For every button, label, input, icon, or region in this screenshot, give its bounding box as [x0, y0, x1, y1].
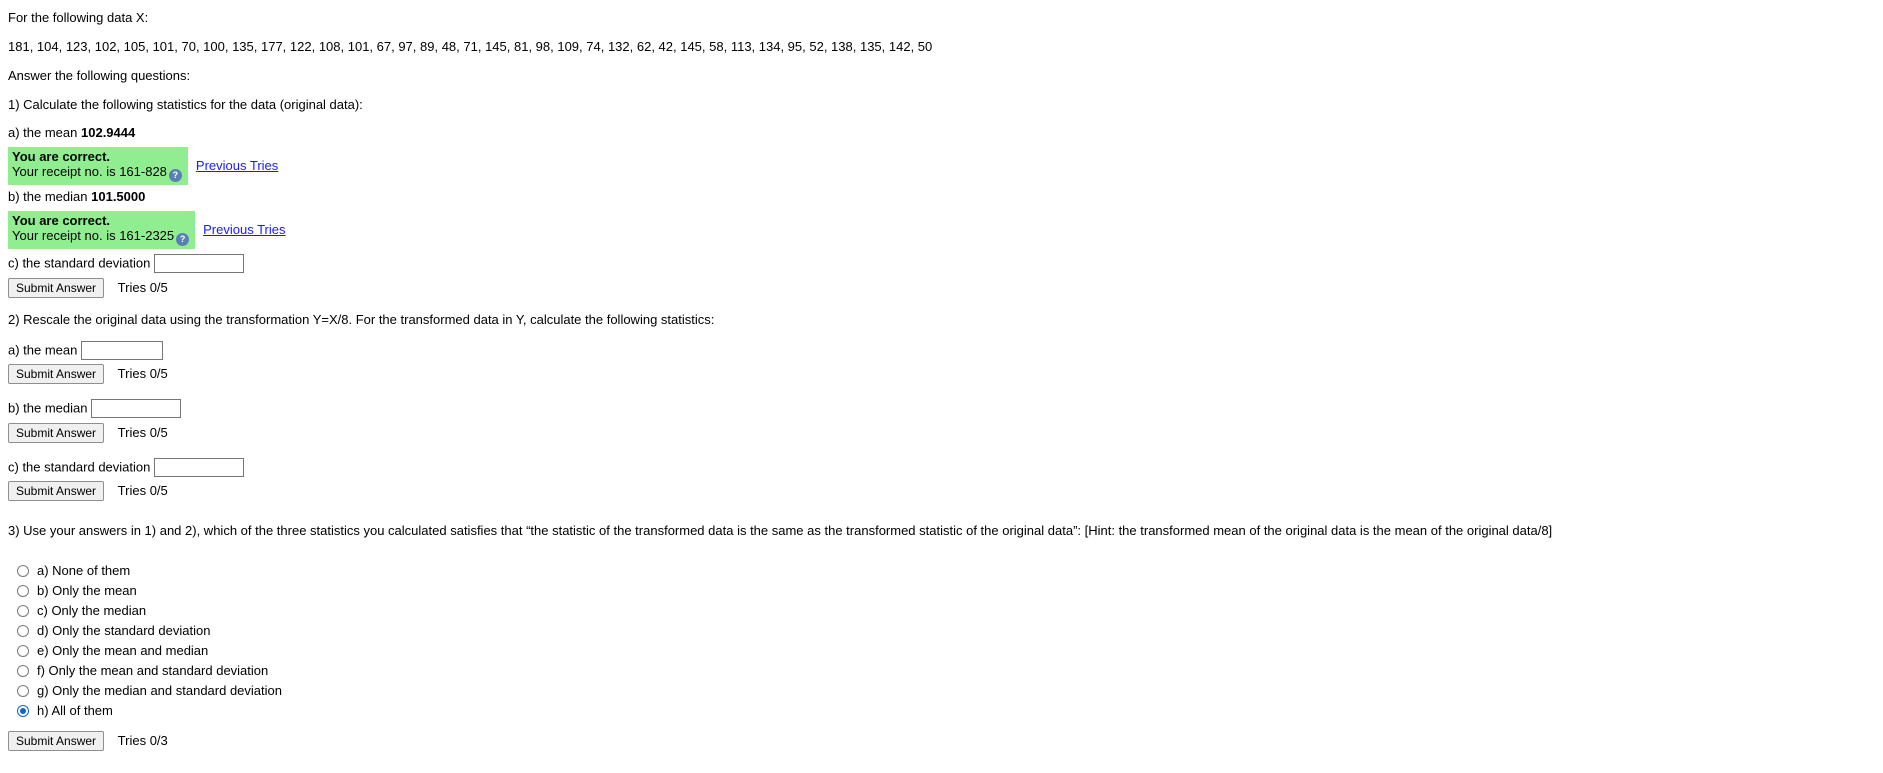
q2c-submit-row — [8, 481, 1875, 501]
question-2c-row — [8, 457, 1875, 478]
q1c-submit-row — [8, 278, 1875, 298]
option-label-d: d) Only the standard deviation — [37, 623, 211, 639]
tries-counter-2c: Tries 0/5 — [117, 483, 168, 499]
radio-option-e[interactable] — [17, 645, 29, 657]
tries-counter-2a: Tries 0/5 — [117, 366, 168, 382]
radio-option-h[interactable] — [17, 705, 29, 717]
option-label-c: c) Only the median — [37, 603, 147, 619]
option-row-b[interactable] — [8, 583, 1875, 599]
submit-answer-button-3[interactable]: Submit Answer — [8, 731, 104, 751]
submit-answer-button-2b[interactable]: Submit Answer — [8, 423, 104, 443]
mean-input-transformed[interactable] — [81, 341, 163, 360]
radio-option-a[interactable] — [17, 565, 29, 577]
option-row-g[interactable] — [8, 683, 1875, 699]
standard-deviation-input-transformed[interactable] — [154, 458, 244, 477]
standard-deviation-input-original[interactable] — [154, 254, 244, 273]
q1a-value: 102.9444 — [81, 125, 136, 140]
answer-prompt: Answer the following questions: — [8, 68, 191, 83]
tries-counter-3: Tries 0/3 — [117, 733, 168, 749]
question-2a-row — [8, 340, 1875, 361]
question-2b-row — [8, 398, 1875, 419]
option-label-b: b) Only the mean — [37, 583, 137, 599]
q2b-text: b) the median — [8, 400, 88, 416]
submit-answer-button-2a[interactable]: Submit Answer — [8, 364, 104, 384]
question-1-text: 1) Calculate the following statistics for the data (original data): — [8, 97, 363, 112]
previous-tries-link-1b[interactable]: Previous Tries — [203, 222, 286, 237]
submit-answer-button-1c[interactable]: Submit Answer — [8, 278, 104, 298]
correct-feedback-box — [8, 147, 188, 185]
q2b-submit-row — [8, 423, 1875, 443]
option-row-c[interactable] — [8, 603, 1875, 619]
tries-counter-2b: Tries 0/5 — [117, 424, 168, 440]
q1b-text: b) the median — [8, 189, 88, 204]
radio-option-c[interactable] — [17, 605, 29, 617]
question-1b-label — [8, 189, 1875, 205]
q1a-feedback-row — [8, 147, 1875, 185]
q1b-feedback-row — [8, 211, 1875, 249]
option-row-e[interactable] — [8, 643, 1875, 659]
option-label-g: g) Only the median and standard deviation — [37, 683, 282, 699]
q1a-text: a) the mean — [8, 125, 78, 140]
question-mark-icon[interactable]: ? — [169, 169, 182, 182]
option-row-d[interactable] — [8, 623, 1875, 639]
option-label-a: a) None of them — [37, 563, 131, 579]
q3-submit-row — [8, 731, 1875, 751]
receipt-line — [12, 228, 189, 246]
question-mark-icon[interactable]: ? — [176, 233, 189, 246]
q1b-value: 101.5000 — [91, 189, 146, 204]
correct-title: You are correct. — [12, 149, 111, 164]
question-2-text: 2) Rescale the original data using the transformation Y=X/8. For the transformed data in Y, calculate the following statistics: — [8, 311, 715, 327]
option-label-e: e) Only the mean and median — [37, 643, 209, 659]
q2a-text: a) the mean — [8, 342, 78, 358]
question-3-text: 3) Use your answers in 1) and 2), which of the three statistics you calculated satisfies that “the statistic of the transformed data is the same as the transformed statistic of the original data”: [Hint: the transformed mean of the original data is the mean of the original data/8] — [8, 523, 1553, 539]
option-label-f: f) Only the mean and standard deviation — [37, 663, 269, 679]
radio-option-g[interactable] — [17, 685, 29, 697]
receipt-text: Your receipt no. is 161-2325 — [12, 228, 175, 243]
option-row-h[interactable] — [8, 703, 1875, 719]
question-1c-row — [8, 253, 1875, 274]
intro-prompt: For the following data X: — [8, 10, 149, 25]
question-3-options — [8, 563, 1875, 719]
tries-counter-1c: Tries 0/5 — [117, 279, 168, 295]
data-values: 181, 104, 123, 102, 105, 101, 70, 100, 135, 177, 122, 108, 101, 67, 97, 89, 48, 71, 145, 81, 98, 109, 74, 132, 62, 42, 145, 58, 113, 134, 95, 52, 138, 135, 142, 50 — [8, 39, 933, 54]
option-row-f[interactable] — [8, 663, 1875, 679]
submit-answer-button-2c[interactable]: Submit Answer — [8, 481, 104, 501]
receipt-line — [12, 164, 182, 182]
option-label-h: h) All of them — [37, 703, 113, 719]
receipt-text: Your receipt no. is 161-828 — [12, 164, 167, 179]
q2a-submit-row — [8, 364, 1875, 384]
previous-tries-link-1a[interactable]: Previous Tries — [195, 158, 279, 173]
radio-option-f[interactable] — [17, 665, 29, 677]
correct-feedback-box — [8, 211, 195, 249]
median-input-transformed[interactable] — [91, 399, 181, 418]
q1c-text: c) the standard deviation — [8, 255, 151, 271]
question-1a-label — [8, 125, 1875, 141]
correct-title: You are correct. — [12, 213, 111, 228]
radio-option-d[interactable] — [17, 625, 29, 637]
radio-option-b[interactable] — [17, 585, 29, 597]
q2c-text: c) the standard deviation — [8, 459, 151, 475]
option-row-a[interactable] — [8, 563, 1875, 579]
